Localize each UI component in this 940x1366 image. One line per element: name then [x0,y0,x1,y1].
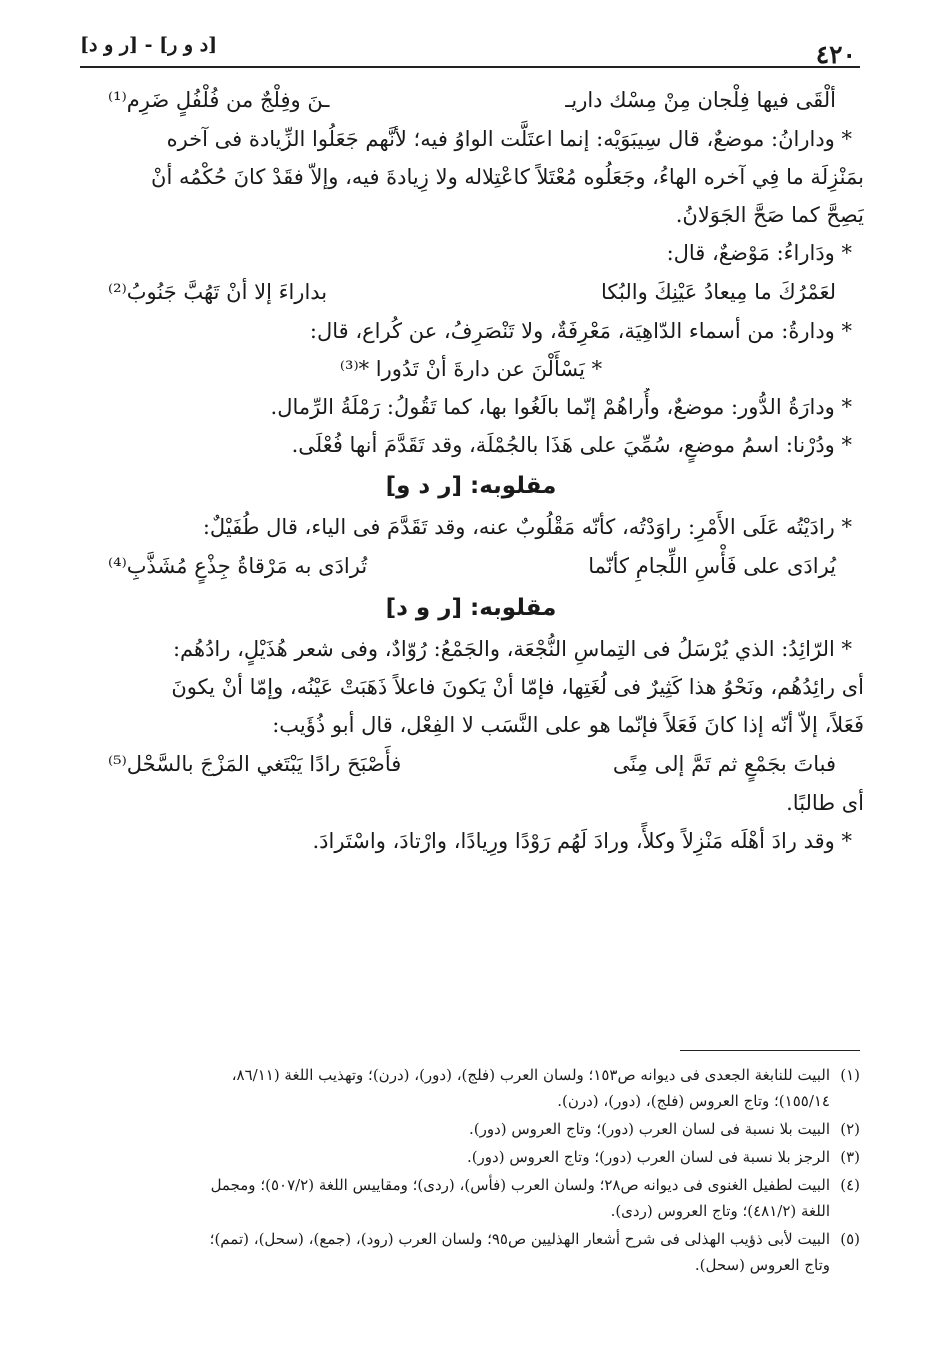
text-line: أى رائِدُهُم، ونَحْوُ هذا كَثِيرٌ فى لُغَتِها، فإمّا أنْ يَكونَ فاعلاً ذَهَبَتْ عَيْنُه، وإمّا أنْ يكونَ [171,675,864,699]
verse-hemistich-left: ـنَ وفِلْجٌ من فُلْفُلٍ ضَرِم⁽¹⁾ [108,88,330,112]
running-title: [د و ر] - [ر و د] [80,34,218,56]
subheading-maqlub: مقلوبه: [ر د و] [385,473,557,499]
verse-hemistich-right: فباتَ بجَمْعٍ ثم تَمَّ إلى مِنًى [612,752,836,776]
footnote-text: البيت لطفيل الغنوى فى ديوانه ص٢٨؛ ولسان العرب (فأس)، (ردى)؛ ومقاييس اللغة (٥٠٧/٢)؛ ومجمل [210,1176,830,1194]
footnote-text: البيت لأبى ذؤيب الهذلى فى شرح أشعار الهذليين ص٩٥؛ ولسان العرب (رود)، (جمع)، (سحل)، (تمم)؛ [209,1230,830,1248]
verse-hemistich-right: لعَمْرُكَ ما مِيعادُ عَيْنِكَ والبُكا [601,280,836,304]
footnote-text: البيت بلا نسبة فى لسان العرب (دور)؛ وتاج العروس (دور). [468,1120,830,1138]
entry-daraa: * ودَاراءُ: مَوْضعٌ، قال: [666,241,852,265]
footnote-text: وتاج العروس (سحل). [694,1256,830,1274]
text-line: بمَنْزِلَة ما فِي آخره الهاءُ، وجَعَلُوه مُعْتَلاً كاعْتِلاله ولا زِيادةَ فيه، وإلاّ فقَدْ كانَ حُكْمُه أنْ [151,165,864,189]
text-line: يَصِحَّ كما صَحَّ الجَوَلانُ. [675,203,864,227]
text-line: * الرّائِدُ: الذي يُرْسَلُ فى التِماسِ النُّجْعَة، والجَمْعُ: رُوّادٌ، وفى شعر هُذَيْلٍ، رادُهُم: [172,637,852,661]
text-line: * ودارانُ: موضعٌ، قال سِيبَوَيْه: إنما اعتَلَّت الواوُ فيه؛ لأنَّهم جَعَلُوا الزِّيادة فى آخره [166,127,852,151]
footnote-text: البيت للنابغة الجعدى فى ديوانه ص١٥٣؛ ولسان العرب (فلج)، (دور)، (درن)؛ وتهذيب اللغة (٨٦/١١، [231,1066,830,1084]
verse-line [78,272,864,312]
footnote-text: اللغة (٤٨١/٢)؛ وتاج العروس (ردى). [610,1202,830,1220]
footnote [70,1172,860,1224]
entry-darat-aldawr: * ودارَةُ الدُّور: موضعٌ، وأُراهُمْ إنّما بالَغُوا بها، كما تَقُولُ: رَمْلَةُ الرِّمال. [270,395,852,419]
text-line: فَعَلاً، إلاّ أنّه إذا كانَ فَعَلاً فإنّما هو على النَّسَب لا الفِعْل، قال أبو ذُؤَيب: [272,713,864,737]
footnote [70,1226,860,1278]
main-text [78,80,864,860]
footnote-number: (٣) [840,1148,860,1166]
verse-hemistich-left: تُرادَى به مَرْقاةُ جِذْعٍ مُشَذَّبِ⁽⁴⁾ [108,554,368,578]
entry-rad: * وقد رادَ أهْلَه مَنْزِلاً وكلأً، ورادَ لَهُم رَوْدًا ورِيادًا، وارْتادَ، واسْتَرادَ. [312,829,852,853]
subheading-maqlub: مقلوبه: [ر و د] [385,595,557,621]
verse-line [78,80,864,120]
footnote [70,1144,860,1170]
page-number: ٤٢٠ [815,40,856,69]
footnote-number: (٤) [840,1176,860,1194]
footnotes [70,1062,860,1280]
footnote-number: (٢) [840,1120,860,1138]
rajaz-line: * يَسْأَلْنَ عن دارةَ أنْ تَدُورا *⁽³⁾ [339,357,603,381]
footnote-rule [680,1050,860,1051]
verse-line [78,546,864,586]
entry-radaytuhu: * رادَيْتُه عَلَى الأَمْرِ: راوَدْتُه، كأنّه مَقْلُوبٌ عنه، وقد تَقَدَّمَ فى الياء، قال طُفَيْلٌ: [202,515,852,539]
verse-hemistich-right: ألْقَى فيها فِلْجان مِنْ مِسْك داريـ [565,88,836,112]
footnote [70,1116,860,1142]
footnote-number: (٥) [840,1230,860,1248]
verse-hemistich-left: فأَصْبَحَ رادًا يَبْتَغي المَزْجَ بالسَّحْل⁽⁵⁾ [108,752,402,776]
footnote [70,1062,860,1114]
footnote-text: الرجز بلا نسبة فى لسان العرب (دور)؛ وتاج العروس (دور). [466,1148,830,1166]
entry-darah: * ودارةُ: من أسماء الدّاهِيَة، مَعْرِفَةٌ، ولا تَنْصَرِفُ، عن كُراع، قال: [309,319,852,343]
page-header [80,26,860,69]
footnote-number: (١) [840,1066,860,1084]
gloss-line: أى طالبًا. [786,791,864,815]
verse-hemistich-right: يُرادَى على فَأْسِ اللِّجامِ كأنّما [588,554,836,578]
header-rule [80,66,860,68]
entry-daran [78,120,864,234]
footnote-text: ١٥٥/١٤)؛ وتاج العروس (فلج)، (دور)، (درن). [557,1092,830,1110]
entry-raid [78,630,864,744]
verse-line [78,744,864,784]
entry-durna: * ودُرْنا: اسمُ موضعٍ، سُمِّيَ على هَذَا بالجُمْلَة، وقد تَقَدَّمَ أنها فُعْلَى. [291,433,852,457]
verse-hemistich-left: بداراءَ إلا أنْ تَهُبَّ جَنُوبُ⁽²⁾ [108,280,328,304]
